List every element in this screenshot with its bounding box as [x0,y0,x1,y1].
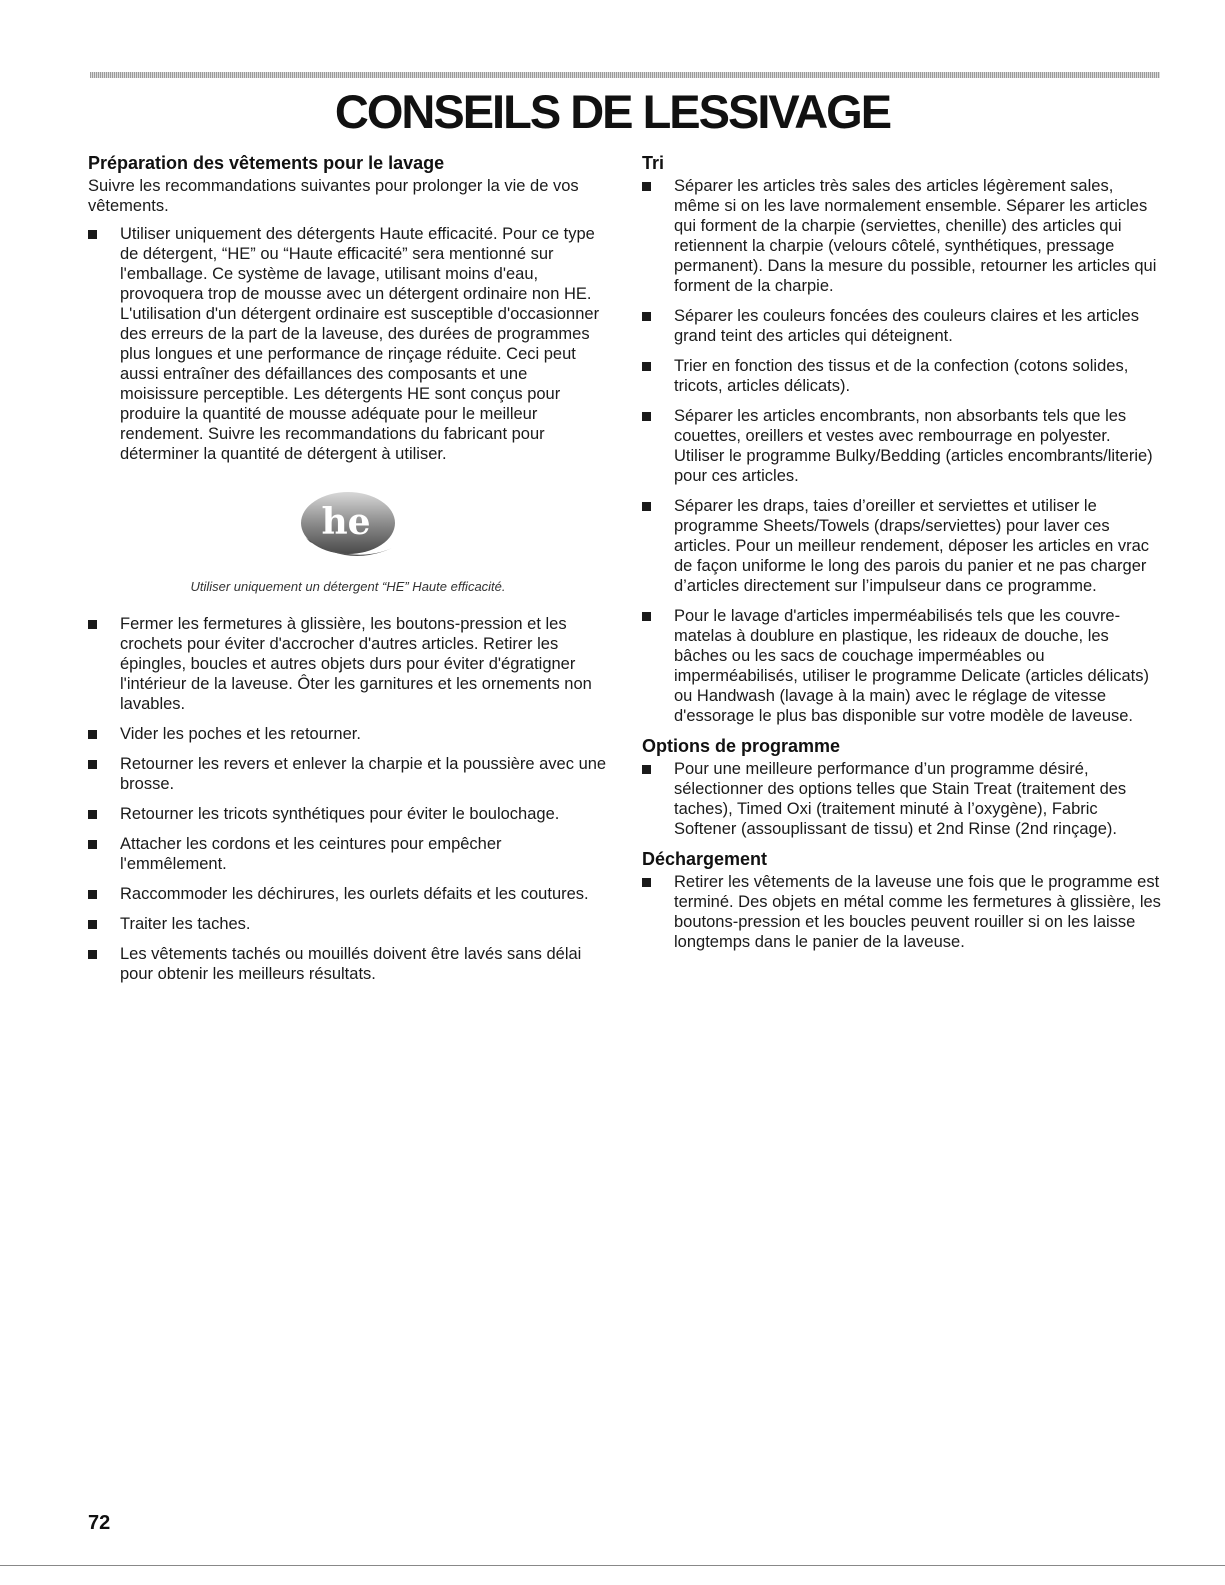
he-logo-figure [88,490,608,594]
he-logo-caption: Utiliser uniquement un détergent “HE” Haute efficacité. [190,579,506,594]
list-item: Attacher les cordons et les ceintures pour empêcher l'emmêlement. [88,834,608,874]
tri-list [642,176,1162,726]
page-number: 72 [88,1512,111,1534]
list-item: Séparer les draps, taies d’oreiller et serviettes et utiliser le programme Sheets/Towels (draps/serviettes) pour laver ces articles. Pour un meilleur rendement, déposer les articles en vrac de façon uniforme le long des parois du panier et ne pas charger d’articles directement sur l’impulseur dans ce programme. [642,496,1162,596]
list-item: Retirer les vêtements de la laveuse une fois que le programme est terminé. Des objets en métal comme les fermetures à glissière, les boutons-pression et les boucles peuvent rouiller si on les laisse longtemps dans le panier de la laveuse. [642,872,1162,952]
list-item: Pour le lavage d'articles imperméabilisés tels que les couvre-matelas à doublure en plastique, les rideaux de douche, les bâches ou les sacs de couchage imperméables ou imperméabilisés, utiliser le programme Delicate (articles délicats) ou Handwash (lavage à la main) avec le réglage de vitesse d'essorage le plus bas disponible sur votre modèle de laveuse. [642,606,1162,726]
list-item: Pour une meilleure performance d’un programme désiré, sélectionner des options telles que Stain Treat (traitement des taches), Timed Oxi (traitement minuté à l’oxygène), Fabric Softener (assouplissant de tissu) et 2nd Rinse (2nd rinçage). [642,759,1162,839]
top-decorative-rule [90,72,1160,78]
list-item: Séparer les articles très sales des articles légèrement sales, même si on les lave normalement ensemble. Séparer les articles qui forment de la charpie (serviettes, chenille) des articles qui retiennent la charpie (velours côtelé, synthétiques, pressage permanent). Dans la mesure du possible, retourner les articles qui forment de la charpie. [642,176,1162,296]
options-list [642,759,1162,839]
intro-paragraph: Suivre les recommandations suivantes pour prolonger la vie de vos vêtements. [88,177,579,215]
list-item: Séparer les articles encombrants, non absorbants tels que les couettes, oreillers et vestes avec rembourrage en polyester. Utiliser le programme Bulky/Bedding (articles encombrants/literie) pour ces articles. [642,406,1162,486]
list-item: Retourner les tricots synthétiques pour éviter le boulochage. [88,804,608,824]
list-item: Trier en fonction des tissus et de la confection (cotons solides, tricots, articles délicats). [642,356,1162,396]
list-item: Séparer les couleurs foncées des couleurs claires et les articles grand teint des articles qui déteignent. [642,306,1162,346]
bottom-rule [0,1565,1225,1566]
list-item: Retourner les revers et enlever la charpie et la poussière avec une brosse. [88,754,608,794]
list-item: Fermer les fermetures à glissière, les boutons-pression et les crochets pour éviter d'accrocher d'autres articles. Retirer les épingles, boucles et autres objets durs pour éviter d'égratigner l'intérieur de la laveuse. Ôter les garnitures et les ornements non lavables. [88,614,608,714]
he-logo-text: he [321,501,371,543]
dechargement-list [642,872,1162,952]
list-item: Vider les poches et les retourner. [88,724,608,744]
page-title: CONSEILS DE LESSIVAGE [334,85,891,138]
list-item: Traiter les taches. [88,914,608,934]
section-heading-tri: Tri [642,153,665,173]
list-item: Les vêtements tachés ou mouillés doivent être lavés sans délai pour obtenir les meilleurs résultats. [88,944,608,984]
list-item: Utiliser uniquement des détergents Haute efficacité. Pour ce type de détergent, “HE” ou “Haute efficacité” sera mentionné sur l'emballage. Ce système de lavage, utilisant moins d'eau, provoquera trop de mousse avec un détergent ordinaire non HE. L'utilisation d'un détergent ordinaire est susceptible d'occasionner des erreurs de la part de la laveuse, des durées de programmes plus longues et une performance de rinçage réduite. Ceci peut aussi entraîner des défaillances des composants et une moisissure perceptible. Les détergents HE sont conçus pour produire la quantité de mousse adéquate pour le meilleur rendement. Suivre les recommandations du fabricant pour déterminer la quantité de détergent à utiliser. [88,224,608,464]
list-item: Raccommoder les déchirures, les ourlets défaits et les coutures. [88,884,608,904]
right-column [642,153,1162,962]
preparation-list-top [88,224,608,464]
section-heading-dechargement: Déchargement [642,849,768,869]
he-logo-icon [296,490,400,564]
left-column [88,153,608,994]
section-heading-preparation: Préparation des vêtements pour le lavage [88,153,445,173]
preparation-list-bottom [88,614,608,984]
section-heading-options: Options de programme [642,736,841,756]
